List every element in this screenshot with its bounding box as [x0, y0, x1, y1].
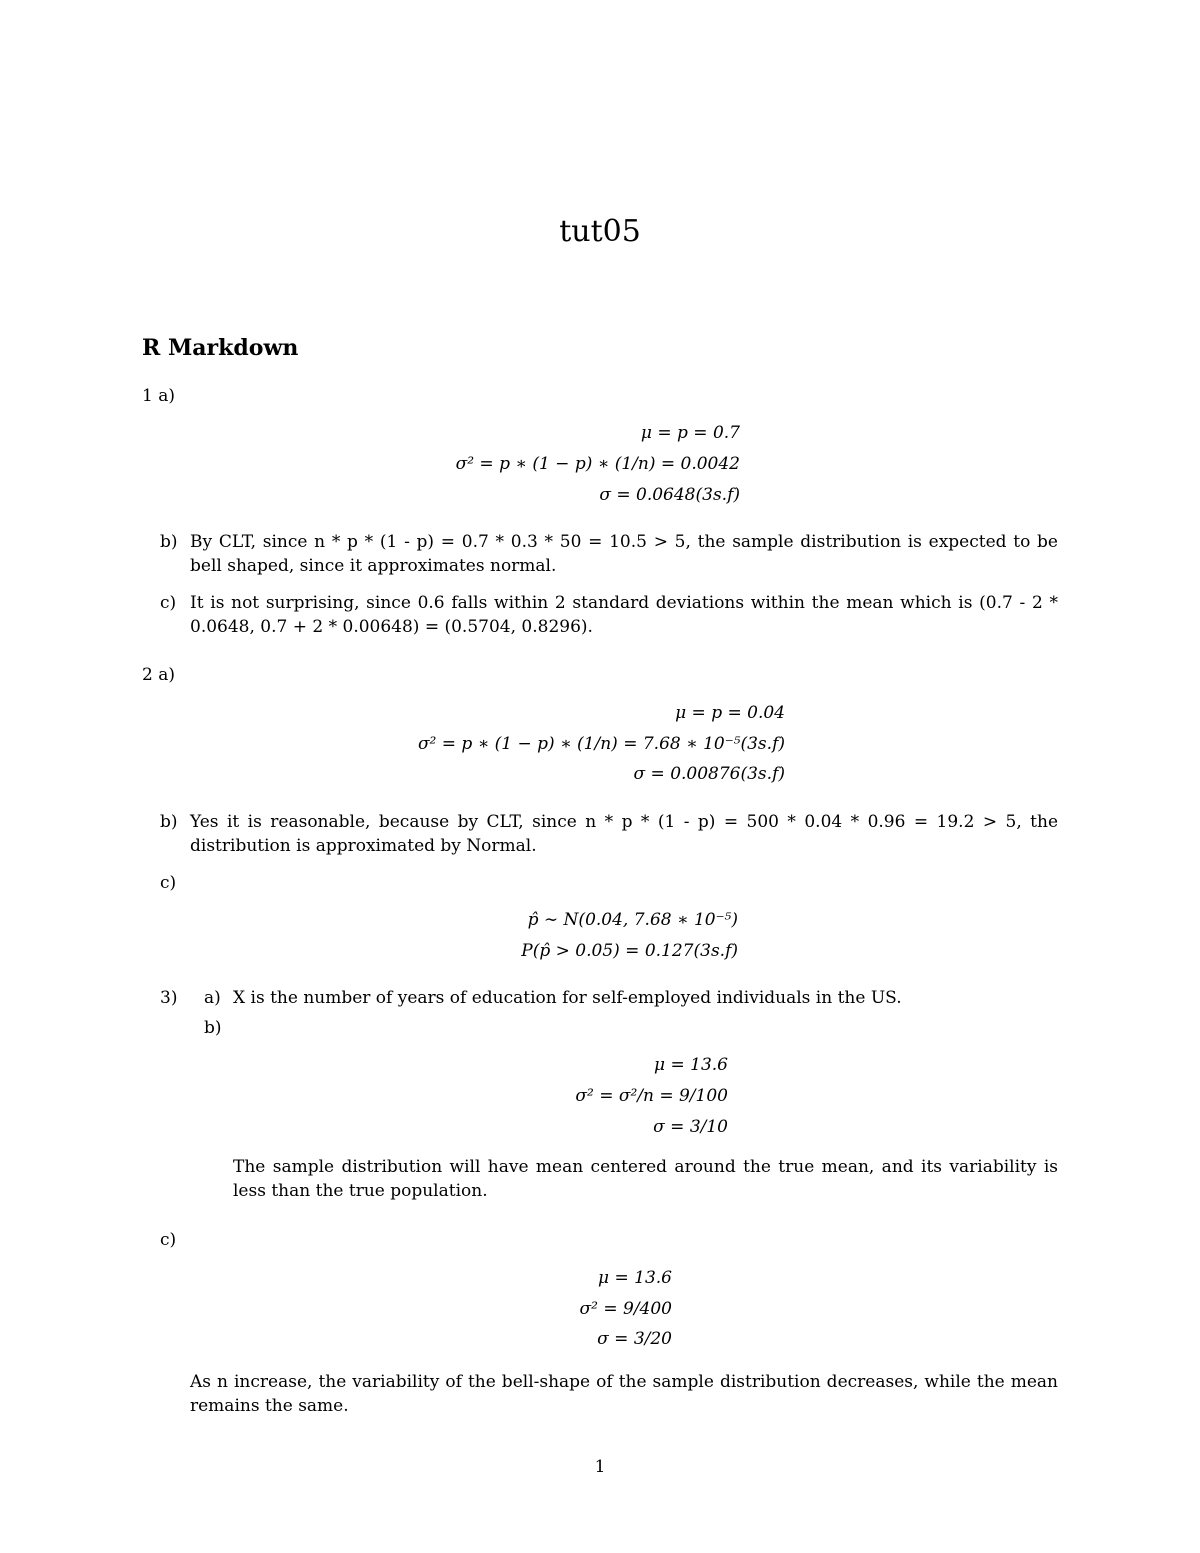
q3b-eq-sd: σ = 3/10	[653, 1117, 728, 1137]
q3b-eq-mean: μ = 13.6	[654, 1055, 728, 1075]
q3-label: 3)	[160, 988, 178, 1008]
q3-text-a: X is the number of years of education for self-employed individuals in the US.	[233, 988, 902, 1008]
q3-text-b: The sample distribution will have mean centered around the true mean, and its variability is less than the true population.	[233, 1157, 1058, 1201]
q1-eq-sd: σ = 0.0648(3s.f)	[599, 485, 740, 505]
q3b-eq-variance: σ² = σ²/n = 9/100	[575, 1086, 728, 1106]
q3-label-c: c)	[160, 1230, 177, 1250]
q1-label-b: b)	[160, 532, 178, 552]
q2-eq-probability: P(p̂ > 0.05) = 0.127(3s.f)	[521, 941, 738, 961]
q1-label-a: 1 a)	[142, 386, 175, 406]
q3-text-c: As n increase, the variability of the bell-shape of the sample distribution decreases, while the mean remains the same.	[190, 1372, 1058, 1416]
q2-eq-mean: μ = p = 0.04	[675, 703, 785, 723]
q2-eq-sd: σ = 0.00876(3s.f)	[633, 764, 785, 784]
q1-label-c: c)	[160, 593, 177, 613]
q2-text-b: Yes it is reasonable, because by CLT, since n * p * (1 - p) = 500 * 0.04 * 0.96 = 19.2 > 5, the distribution is approximated by Normal.	[190, 812, 1058, 856]
q2-eq-variance: σ² = p ∗ (1 − p) ∗ (1/n) = 7.68 ∗ 10⁻⁵(3s.f)	[417, 734, 785, 754]
section-heading: R Markdown	[142, 335, 299, 361]
q2-eq-distribution: p̂ ∼ N(0.04, 7.68 ∗ 10⁻⁵)	[527, 910, 738, 930]
q3c-eq-variance: σ² = 9/400	[579, 1299, 672, 1319]
q3c-eq-sd: σ = 3/20	[597, 1329, 672, 1349]
q1-text-b: By CLT, since n * p * (1 - p) = 0.7 * 0.3 * 50 = 10.5 > 5, the sample distribution is expected to be bell shaped, since it approximates normal.	[190, 532, 1058, 576]
q1-eq-variance: σ² = p ∗ (1 − p) ∗ (1/n) = 0.0042	[455, 454, 740, 474]
q3-label-a: a)	[204, 988, 221, 1008]
q2-label-c: c)	[160, 873, 177, 893]
q3-label-b: b)	[204, 1018, 222, 1038]
q2-label-b: b)	[160, 812, 178, 832]
page-number: 1	[594, 1457, 606, 1477]
q1-eq-mean: μ = p = 0.7	[640, 423, 740, 443]
q1-text-c: It is not surprising, since 0.6 falls within 2 standard deviations within the mean which is (0.7 - 2 * 0.0648, 0.7 + 2 * 0.00648) = (0.5704, 0.8296).	[190, 593, 1058, 637]
document-title: tut05	[559, 214, 641, 249]
q2-label-a: 2 a)	[142, 665, 175, 685]
q3c-eq-mean: μ = 13.6	[598, 1268, 672, 1288]
